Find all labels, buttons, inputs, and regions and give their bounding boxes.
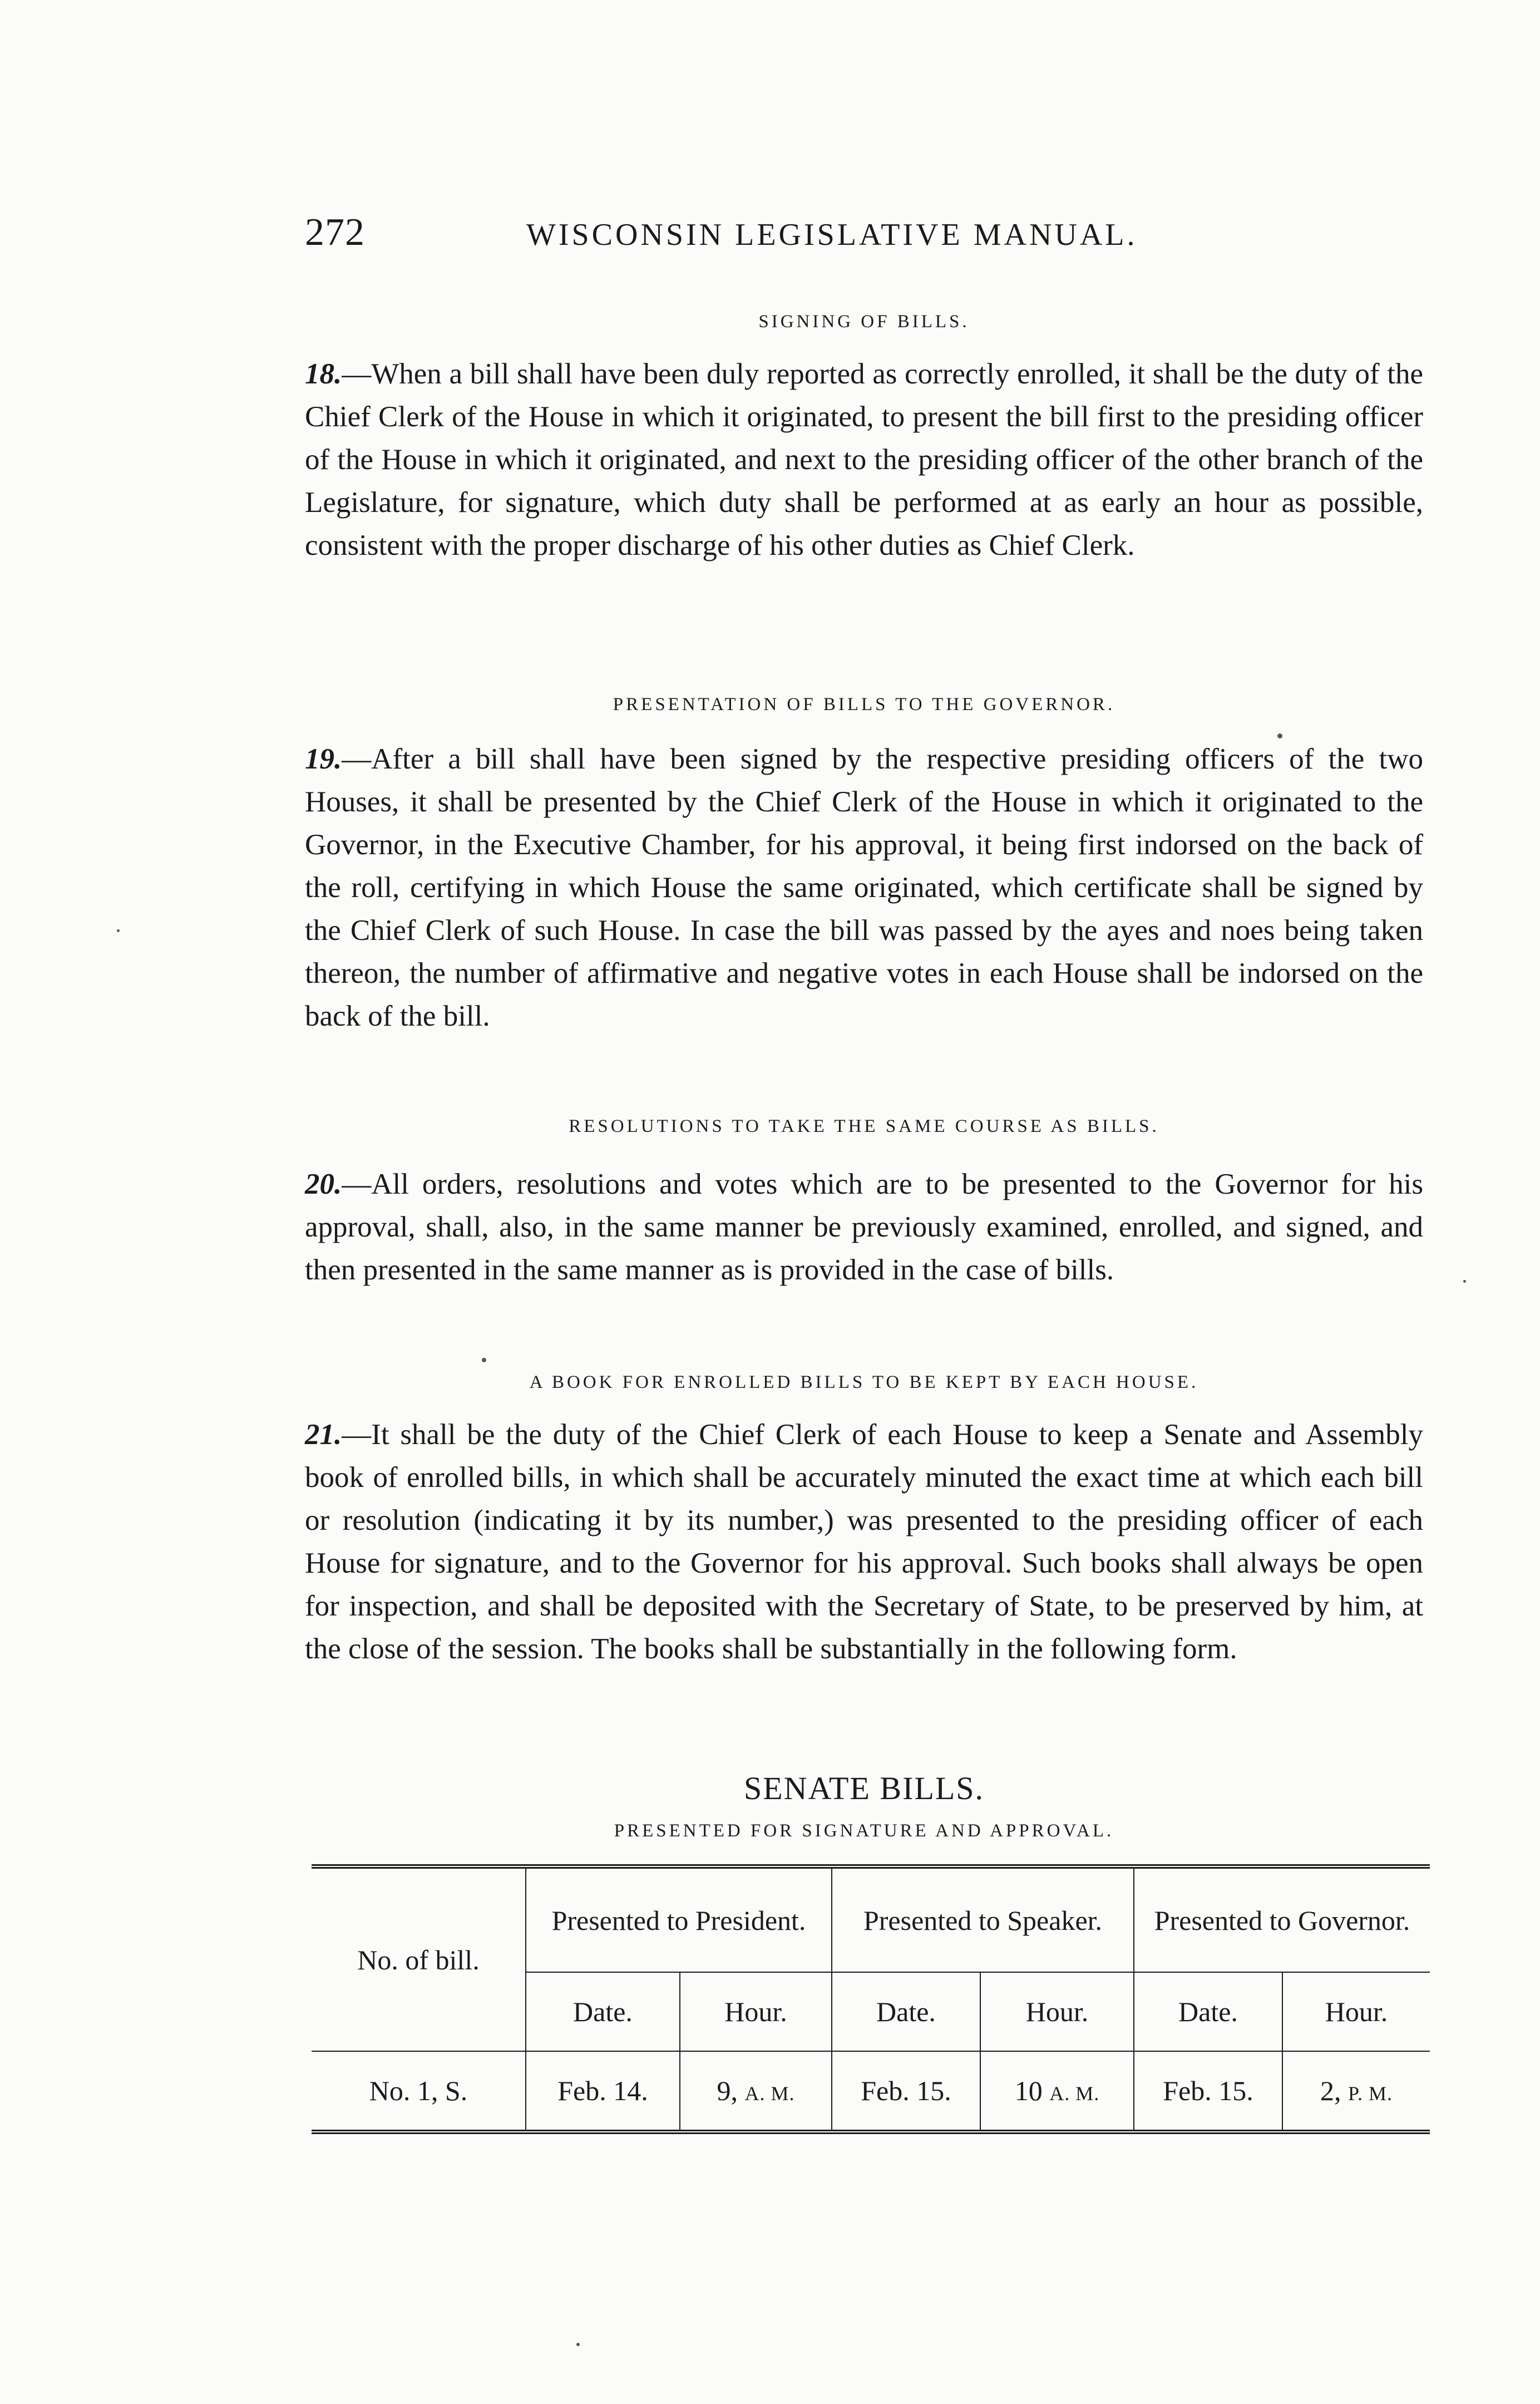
column-header-bill-number: No. of bill. xyxy=(312,1869,526,2051)
scan-speck xyxy=(1277,733,1282,738)
section-number: 19. xyxy=(305,743,342,775)
column-header-date: Date. xyxy=(526,1972,680,2051)
cell-governor-hour xyxy=(1282,2051,1430,2130)
column-group-governor: Presented to Governor. xyxy=(1134,1869,1430,1972)
cell-president-hour xyxy=(680,2051,832,2130)
section-paragraph xyxy=(305,738,1423,1038)
table-row xyxy=(312,2051,1430,2130)
bills-table-frame xyxy=(312,1864,1430,2134)
page-header xyxy=(305,210,1228,260)
section-text: —It shall be the duty of the Chief Clerk of each House to keep a Senate and Assembly book of enrolled bills, in which shall be accurately minuted the exact time at which each bill or resolution (indicating it by its number,) was presented to the presiding officer of each House for signature, and to the Governor for his approval. Such books shall always be open for inspection, and shall be deposited with the Secretary of State, to be preserved by him, at the close of the session. The books shall be substantially in the following form. xyxy=(305,1418,1423,1665)
column-header-date: Date. xyxy=(832,1972,980,2051)
hour-value: 9, xyxy=(717,2075,738,2106)
column-group-speaker: Presented to Speaker. xyxy=(832,1869,1134,1972)
column-header-hour: Hour. xyxy=(680,1972,832,2051)
page-number: 272 xyxy=(305,211,365,254)
section-text: —When a bill shall have been duly reported as correctly enrolled, it shall be the duty of the Chief Clerk of the House in which it originated, to present the bill first to the presiding officer of the House in which it originated, and next to the presiding officer of the other branch of the Legislature, for signature, which duty shall be performed at as early an hour as possible, consistent with the proper discharge of his other duties as Chief Clerk. xyxy=(305,358,1423,561)
scan-speck xyxy=(482,1358,486,1362)
table-subtitle: PRESENTED FOR SIGNATURE AND APPROVAL. xyxy=(614,1821,1114,1841)
section-heading: A BOOK FOR ENROLLED BILLS TO BE KEPT BY EACH HOUSE. xyxy=(529,1372,1199,1392)
section-heading: SIGNING OF BILLS. xyxy=(758,312,970,332)
section-text: —All orders, resolutions and votes which are to be presented to the Governor for his approval, shall, also, in the same manner be previously examined, enrolled, and signed, and then presented in the same manner as is provided in the case of bills. xyxy=(305,1168,1423,1286)
hour-meridiem: A. M. xyxy=(1049,2082,1100,2105)
scan-speck xyxy=(576,2343,580,2346)
cell-bill-number: No. 1, S. xyxy=(312,2051,526,2130)
bills-table xyxy=(312,1869,1430,2130)
column-group-president: Presented to President. xyxy=(526,1869,832,1972)
section-paragraph xyxy=(305,1413,1423,1671)
hour-value: 10 xyxy=(1014,2075,1043,2106)
cell-governor-date: Feb. 15. xyxy=(1134,2051,1282,2130)
section-number: 21. xyxy=(305,1418,342,1451)
column-header-hour: Hour. xyxy=(980,1972,1134,2051)
hour-meridiem: A. M. xyxy=(744,2082,795,2105)
cell-speaker-date: Feb. 15. xyxy=(832,2051,980,2130)
column-header-hour: Hour. xyxy=(1282,1972,1430,2051)
section-paragraph xyxy=(305,1163,1423,1292)
scan-speck xyxy=(117,929,120,932)
scan-speck xyxy=(1463,1280,1466,1283)
section-heading: PRESENTATION OF BILLS TO THE GOVERNOR. xyxy=(613,694,1115,715)
hour-value: 2, xyxy=(1320,2075,1341,2106)
column-header-date: Date. xyxy=(1134,1972,1282,2051)
table-title: SENATE BILLS. xyxy=(744,1770,984,1806)
cell-president-date: Feb. 14. xyxy=(526,2051,680,2130)
section-number: 20. xyxy=(305,1168,342,1200)
hour-meridiem: P. M. xyxy=(1348,2082,1393,2105)
cell-speaker-hour xyxy=(980,2051,1134,2130)
section-paragraph xyxy=(305,353,1423,567)
section-text: —After a bill shall have been signed by the respective presiding officers of the two Houses, it shall be presented by the Chief Clerk of the House in which it originated to the Governor, in the Executive Chamber, for his approval, it being first indorsed on the back of the roll, certifying in which House the same originated, which certificate shall be signed by the Chief Clerk of such House. In case the bill was passed by the ayes and noes being taken thereon, the number of affirmative and negative votes in each House shall be indorsed on the back of the bill. xyxy=(305,743,1423,1032)
running-title: WISCONSIN LEGISLATIVE MANUAL. xyxy=(526,218,1138,252)
section-number: 18. xyxy=(305,358,342,390)
section-heading: RESOLUTIONS TO TAKE THE SAME COURSE AS BILLS. xyxy=(569,1116,1159,1136)
